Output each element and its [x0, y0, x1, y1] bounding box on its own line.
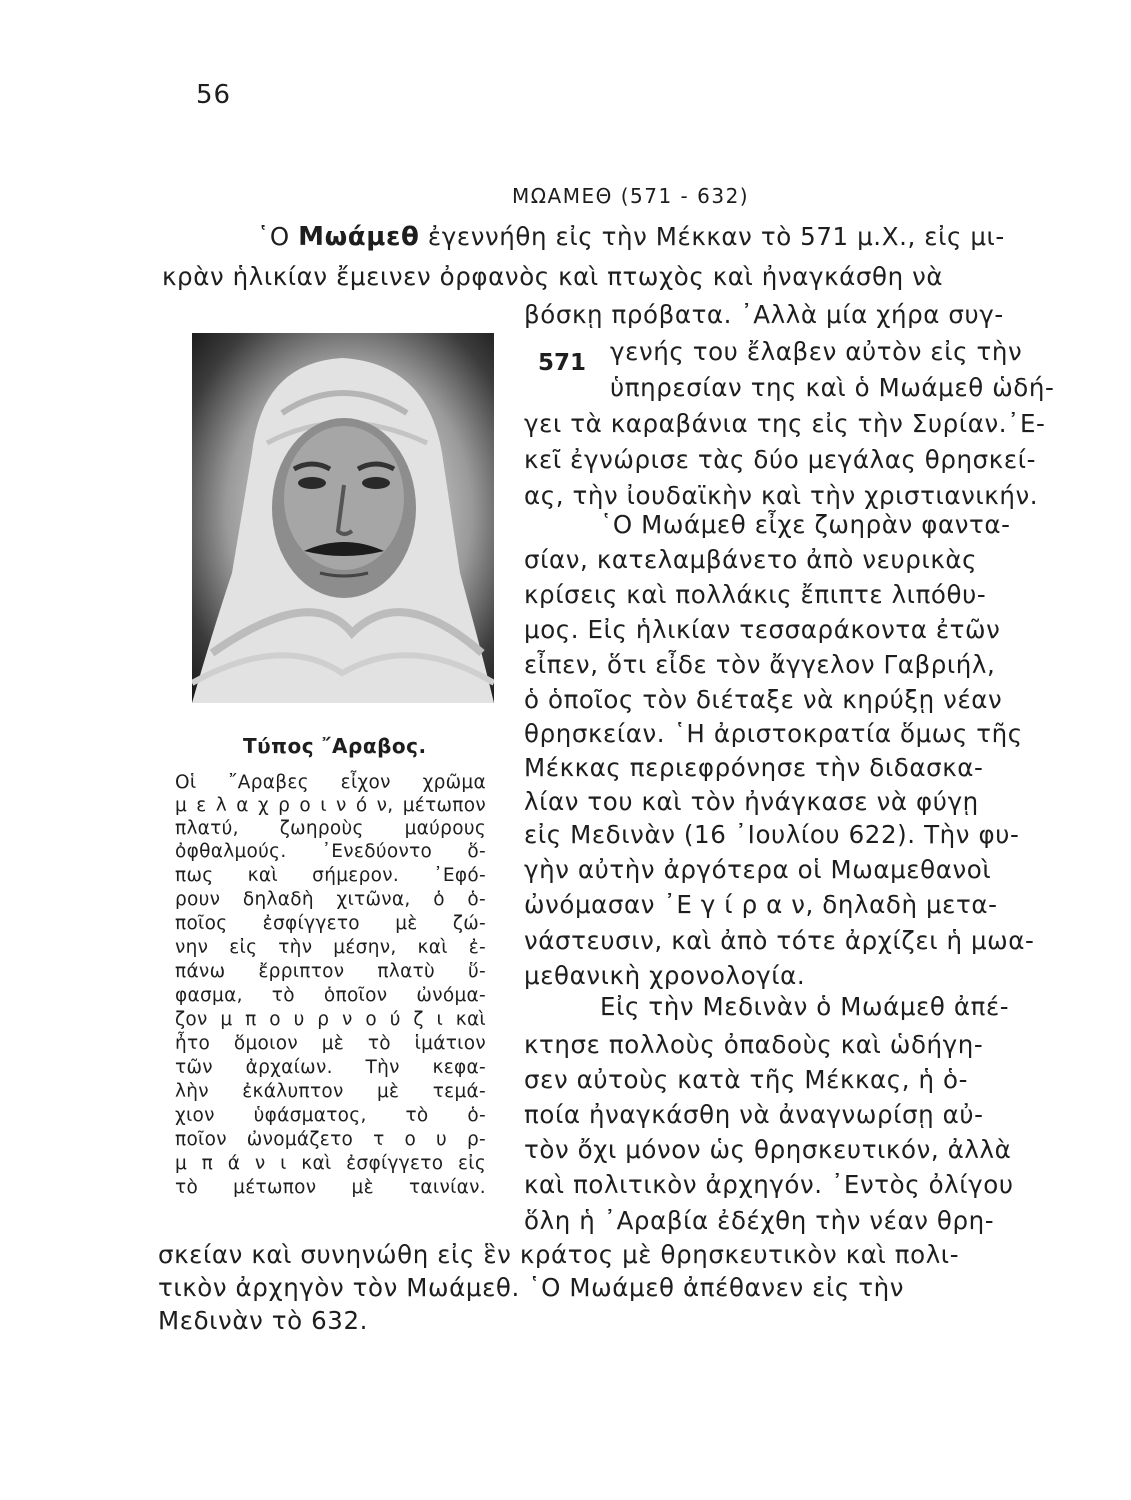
body-line: κρίσεις καὶ πολλάκις ἔπιπτε λιπόθυ- — [524, 580, 987, 609]
body-line: Μεδινὰν τὸ 632. — [158, 1306, 369, 1335]
body-line: λίαν του καὶ τὸν ἠνάγκασε νὰ φύγῃ — [524, 787, 979, 816]
body-line: εἰς Μεδινὰν (16 ᾿Ιουλίου 622). Τὴν φυ- — [524, 820, 1020, 849]
margin-year: 571 — [538, 350, 587, 376]
body-line: ὁ ὁποῖος τὸν διέταξε νὰ κηρύξῃ νέαν — [524, 685, 1003, 714]
intro-article: ῾Ο — [257, 222, 290, 251]
body-line: ὑπηρεσίαν της καὶ ὁ Μωάμεθ ὡδή- — [610, 373, 1055, 402]
caption-line: ὀφθαλμούς. ᾿Ενεδύοντο ὅ- — [175, 841, 486, 862]
body-line: ποία ἠναγκάσθη νὰ ἀναγνωρίσῃ αὐ- — [524, 1100, 984, 1129]
body-line: θρησκείαν. ῾Η ἀριστοκρατία ὅμως τῆς — [524, 719, 1023, 748]
caption-line: λὴν ἐκάλυπτον μὲ τεμά- — [175, 1081, 486, 1102]
body-line: καὶ πολιτικὸν ἀρχηγόν. ᾿Εντὸς ὀλίγου — [524, 1170, 1014, 1199]
caption-line: χιον ὑφάσματος, τὸ ὁ- — [175, 1105, 486, 1126]
caption-line: φασμα, τὸ ὁποῖον ὠνόμα- — [175, 985, 486, 1006]
page-number: 56 — [196, 80, 232, 110]
portrait-icon — [192, 333, 494, 703]
caption-line: ἦτο ὅμοιον μὲ τὸ ἱμάτιον — [175, 1033, 486, 1054]
caption-line: ρουν δηλαδὴ χιτῶνα, ὁ ὁ- — [175, 889, 486, 910]
body-line: ὠνόμασαν ᾿Ε γ ί ρ α ν, δηλαδὴ μετα- — [524, 890, 998, 919]
caption-line: πάνω ἔρριπτον πλατὺ ὕ- — [175, 961, 486, 982]
intro-rest: ἐγεννήθη εἰς τὴν Μέκκαν τὸ 571 μ.Χ., εἰς μι- — [427, 222, 1005, 251]
body-line: νάστευσιν, καὶ ἀπὸ τότε ἀρχίζει ἡ μωα- — [524, 926, 1035, 955]
body-line: γὴν αὐτὴν ἀργότερα οἱ Μωαμεθανοὶ — [524, 855, 992, 884]
caption-title: Τύπος ῎Αραβος. — [243, 734, 427, 758]
caption-line: νην εἰς τὴν μέσην, καὶ ἐ- — [175, 937, 486, 958]
caption-line: μ π ά ν ι καὶ ἐσφίγγετο εἰς — [175, 1153, 486, 1174]
body-line: μος. Εἰς ἡλικίαν τεσσαράκοντα ἐτῶν — [524, 615, 1001, 644]
body-line: σεν αὐτοὺς κατὰ τῆς Μέκκας, ἡ ὁ- — [524, 1065, 969, 1094]
caption-line: μ ε λ α χ ρ ο ι ν ό ν, μέτωπον — [175, 795, 486, 816]
portrait-photo — [192, 333, 494, 703]
body-line: κρὰν ἡλικίαν ἔμεινεν ὀρφανὸς καὶ πτωχὸς καὶ ἠναγκάσθη νὰ — [162, 262, 944, 291]
caption-line: ποῖον ὠνομάζετο τ ο υ ρ- — [175, 1129, 486, 1150]
body-line: εἶπεν, ὅτι εἶδε τὸν ἄγγελον Γαβριήλ, — [524, 650, 996, 679]
caption-line: τὸ μέτωπον μὲ ταινίαν. — [175, 1177, 486, 1198]
body-line: τὸν ὄχι μόνον ὡς θρησκευτικόν, ἀλλὰ — [524, 1135, 1012, 1164]
caption-line: τῶν ἀρχαίων. Τὴν κεφα- — [175, 1057, 486, 1078]
body-line: κεῖ ἐγνώρισε τὰς δύο μεγάλας θρησκεί- — [524, 445, 1037, 474]
body-line: τικὸν ἀρχηγὸν τὸν Μωάμεθ. ῾Ο Μωάμεθ ἀπέθανεν εἰς τὴν — [158, 1273, 904, 1302]
body-line: ας, τὴν ἰουδαϊκὴν καὶ τὴν χριστιανικήν. — [524, 481, 1039, 510]
body-line: Μέκκας περιεφρόνησε τὴν διδασκα- — [524, 753, 984, 782]
chapter-heading: ΜΩΑΜΕΘ (571 - 632) — [512, 184, 750, 208]
intro-name: Μωάμεθ — [298, 222, 420, 252]
body-line: Εἰς τὴν Μεδινὰν ὁ Μωάμεθ ἀπέ- — [600, 992, 1010, 1021]
body-line: ῾Ο Μωάμεθ εἶχε ζωηρὰν φαντα- — [600, 510, 1011, 539]
caption-line: πως καὶ σήμερον. ᾿Εφό- — [175, 865, 486, 886]
body-line: κτησε πολλοὺς ὀπαδοὺς καὶ ὡδήγη- — [524, 1030, 984, 1059]
body-line: μεθανικὴ χρονολογία. — [524, 961, 806, 990]
caption-line: ζον μ π ο υ ρ ν ο ύ ζ ι καὶ — [175, 1009, 486, 1030]
caption-line: ποῖος ἐσφίγγετο μὲ ζώ- — [175, 913, 486, 934]
caption-line: πλατύ, ζωηροὺς μαύρους — [175, 818, 486, 839]
body-line: ὅλη ἡ ᾿Αραβία ἐδέχθη τὴν νέαν θρη- — [524, 1206, 995, 1235]
body-line: σκείαν καὶ συνηνώθη εἰς ἓν κράτος μὲ θρησκευτικὸν καὶ πολι- — [158, 1240, 960, 1269]
body-line: σίαν, κατελαμβάνετο ἀπὸ νευρικὰς — [524, 545, 978, 574]
caption-line: Οἱ ῎Αραβες εἶχον χρῶμα — [175, 772, 486, 793]
body-line: γει τὰ καραβάνια της εἰς τὴν Συρίαν.᾿Ε- — [524, 409, 1046, 438]
body-line: γενής του ἔλαβεν αὐτὸν εἰς τὴν — [610, 337, 1023, 366]
intro-line — [257, 222, 1005, 252]
body-line: βόσκῃ πρόβατα. ᾿Αλλὰ μία χήρα συγ- — [524, 300, 1004, 329]
